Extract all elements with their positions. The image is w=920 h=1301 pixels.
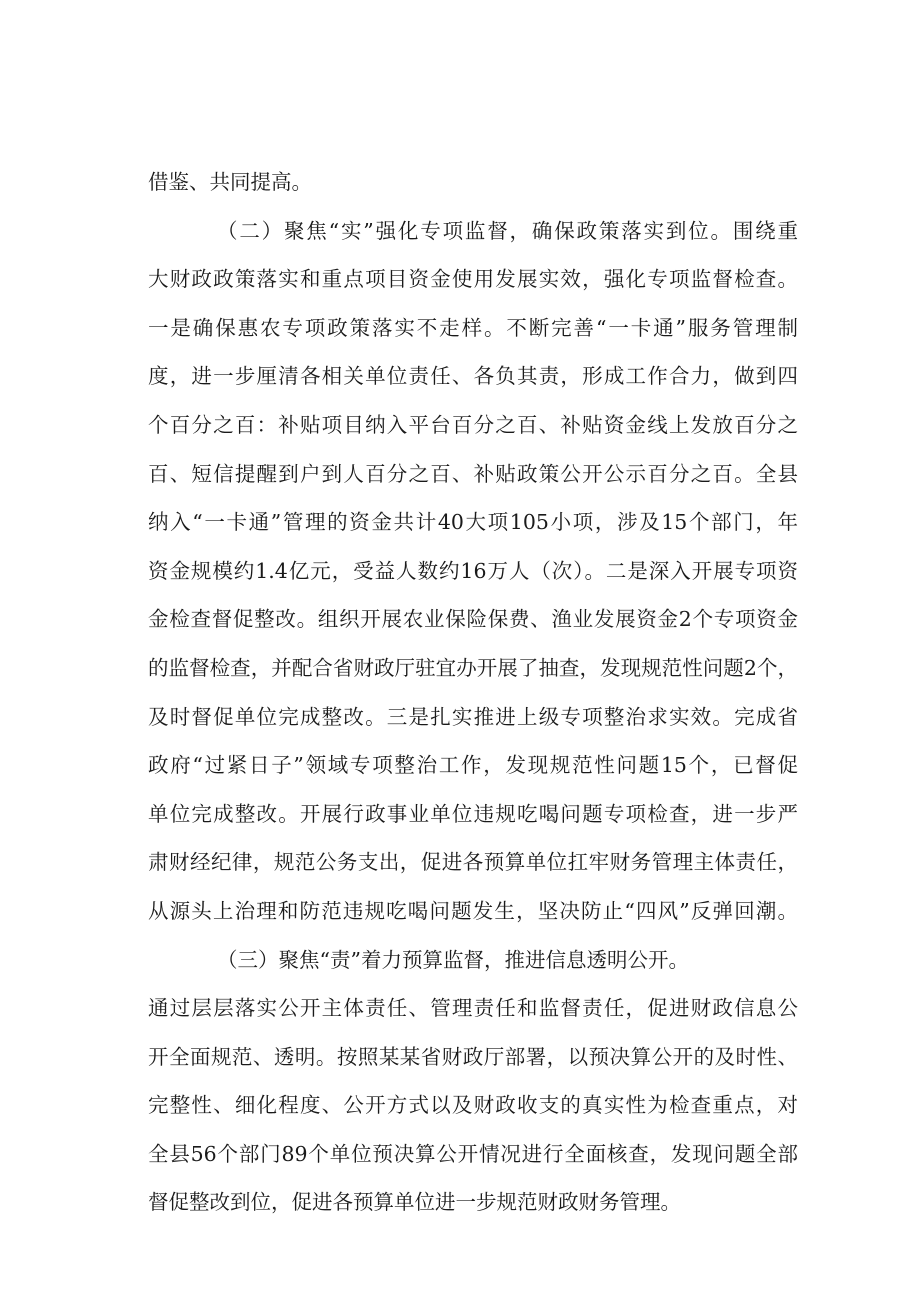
text-line: 资金规模约1.4亿元，受益人数约16万人（次）。二是深入开展专项资 (148, 558, 798, 583)
text-line: 大财政政策落实和重点项目资金使用发展实效，强化专项监督检查。 (148, 267, 798, 292)
text-line: 从源头上治理和防范违规吃喝问题发生，坚决防止“四风”反弹回潮。 (148, 898, 798, 923)
text-line: 的监督检查，并配合省财政厅驻宜办开展了抽查，发现规范性问题2个， (148, 655, 798, 680)
text-line: 百、短信提醒到户到人百分之百、补贴政策公开公示百分之百。全县 (148, 461, 798, 486)
text-line: 度，进一步厘清各相关单位责任、各负其责，形成工作合力，做到四 (148, 364, 798, 389)
text-line: 全县56个部门89个单位预决算公开情况进行全面核查，发现问题全部 (148, 1141, 798, 1166)
text-line: 及时督促单位完成整改。三是扎实推进上级专项整治求实效。完成省 (148, 704, 798, 729)
section-heading-3: （三）聚焦“责”着力预算监督，推进信息透明公开。 (217, 947, 689, 972)
text-line: 个百分之百：补贴项目纳入平台百分之百、补贴资金线上发放百分之 (148, 412, 798, 437)
text-line: 借鉴、共同提高。 (148, 170, 312, 194)
text-line: 纳入“一卡通”管理的资金共计40大项105小项，涉及15个部门，年 (148, 510, 798, 535)
section-heading-2: （二）聚焦“实”强化专项监督，确保政策落实到位。围绕重 (217, 218, 798, 243)
text-line: 政府“过紧日子”领域专项整治工作，发现规范性问题15个，已督促 (148, 753, 798, 778)
text-line: 一是确保惠农专项政策落实不走样。不断完善“一卡通”服务管理制 (148, 315, 798, 340)
text-line: 完整性、细化程度、公开方式以及财政收支的真实性为检查重点，对 (148, 1093, 798, 1118)
text-line: 开全面规范、透明。按照某某省财政厅部署，以预决算公开的及时性、 (148, 1044, 798, 1069)
text-line: 肃财经纪律，规范公务支出，促进各预算单位扛牢财务管理主体责任， (148, 850, 798, 875)
text-line: 通过层层落实公开主体责任、管理责任和监督责任，促进财政信息公 (148, 996, 798, 1021)
text-line: 金检查督促整改。组织开展农业保险保费、渔业发展资金2个专项资金 (148, 607, 798, 632)
document-body (148, 158, 798, 1227)
text-line: 单位完成整改。开展行政事业单位违规吃喝问题专项检查，进一步严 (148, 801, 798, 826)
text-line: 督促整改到位，促进各预算单位进一步规范财政财务管理。 (148, 1190, 681, 1215)
